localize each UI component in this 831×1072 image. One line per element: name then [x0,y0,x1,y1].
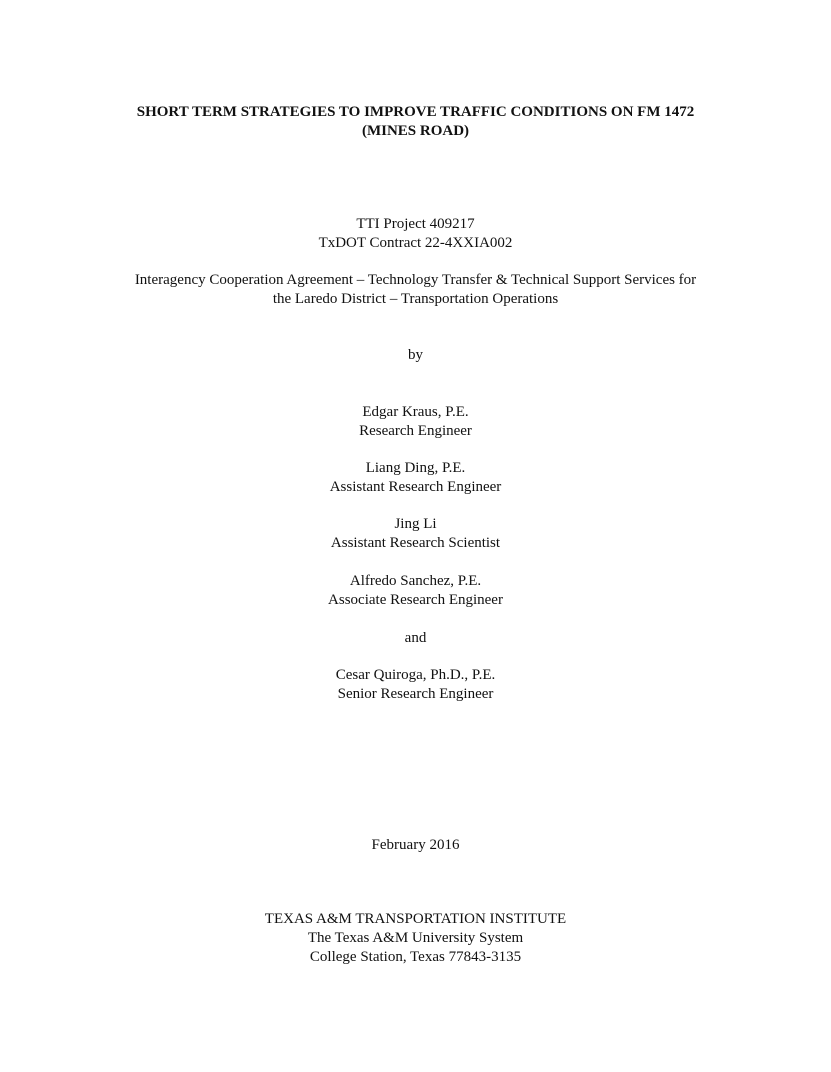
institute-block [0,910,831,967]
report-title [0,103,831,141]
txdot-contract-number: TxDOT Contract 22-4XXIA002 [318,235,513,251]
project-info [0,215,831,253]
publication-date: February 2016 [371,837,460,853]
institute-address: College Station, Texas 77843-3135 [309,949,522,965]
author-name: Liang Ding, P.E. [365,460,466,476]
agreement-line-2: the Laredo District – Transportation Operations [272,291,559,307]
author-role: Assistant Research Engineer [329,479,502,495]
final-author-name: Cesar Quiroga, Ph.D., P.E. [335,667,496,683]
by-label: by [408,347,423,363]
agreement-line-1: Interagency Cooperation Agreement – Technology Transfer & Technical Support Services for [134,272,697,288]
author-block [0,403,831,441]
author-name: Alfredo Sanchez, P.E. [349,573,482,589]
tti-project-number: TTI Project 409217 [356,216,475,232]
author-name: Edgar Kraus, P.E. [362,404,469,420]
final-author-role: Senior Research Engineer [337,686,494,702]
author-name: Jing Li [394,516,437,532]
author-block [0,572,831,610]
and-label: and [404,630,427,646]
author-block [0,515,831,553]
university-system: The Texas A&M University System [307,930,524,946]
institute-name: TEXAS A&M TRANSPORTATION INSTITUTE [264,911,567,927]
title-line-2: (MINES ROAD) [361,123,470,139]
author-role: Associate Research Engineer [328,592,503,608]
author-role: Research Engineer [359,423,472,439]
title-line-1: SHORT TERM STRATEGIES TO IMPROVE TRAFFIC CONDITIONS ON FM 1472 [136,104,695,120]
author-role: Assistant Research Scientist [330,535,501,551]
agreement-description [0,271,831,309]
author-block [0,459,831,497]
final-author-block [0,666,831,704]
